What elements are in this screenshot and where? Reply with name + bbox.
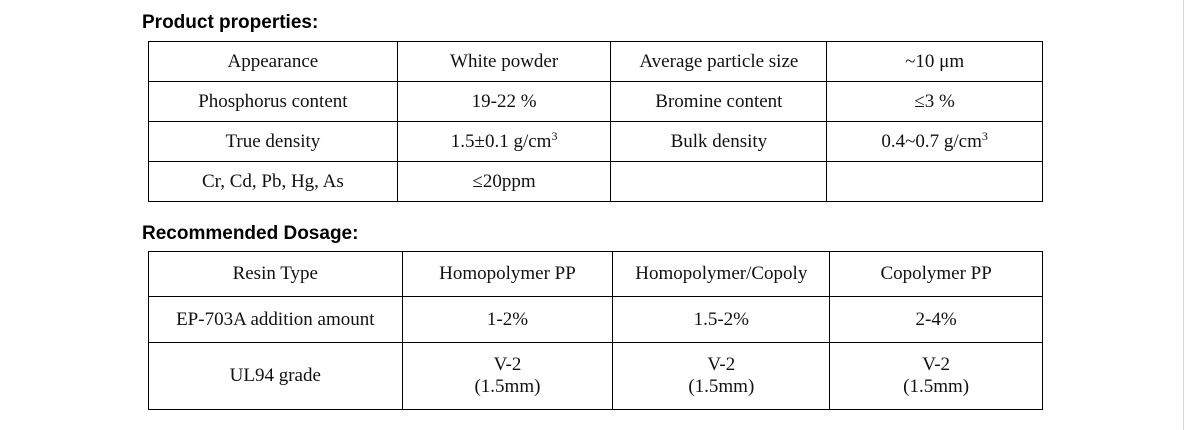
property-label: Average particle size [611,42,827,82]
empty-cell [611,162,827,202]
table-row [149,42,1043,82]
ul94-grade: V-2 [493,354,522,375]
ul94-thickness: (1.5mm) [474,376,541,397]
column-header: Copolymer PP [830,252,1043,297]
ul94-grade: V-2 [707,354,736,375]
row-label: EP-703A addition amount [149,297,403,343]
property-label: Cr, Cd, Pb, Hg, As [149,162,398,202]
table-row [149,297,1043,343]
product-properties-table [148,41,1043,202]
empty-cell [827,162,1043,202]
product-properties-heading: Product properties: [142,12,319,33]
property-value: ≤3 % [827,82,1043,122]
column-header: Homopolymer PP [402,252,613,297]
property-label: Appearance [149,42,398,82]
property-value: 19-22 % [397,82,611,122]
column-header: Homopolymer/Copoly [613,252,830,297]
dosage-value: 1.5-2% [613,297,830,343]
table-header-row [149,252,1043,297]
ul94-value [402,343,613,410]
recommended-dosage-heading: Recommended Dosage: [142,223,359,244]
property-label: Bromine content [611,82,827,122]
unit-exponent: 3 [551,128,558,143]
property-value [827,122,1043,162]
property-label: True density [149,122,398,162]
column-header: Resin Type [149,252,403,297]
dosage-value: 2-4% [830,297,1043,343]
ul94-value [830,343,1043,410]
property-value: ~10 μm [827,42,1043,82]
ul94-thickness: (1.5mm) [688,376,755,397]
table-row [149,162,1043,202]
row-label: UL94 grade [149,343,403,410]
unit-exponent: 3 [981,128,988,143]
ul94-thickness: (1.5mm) [903,376,970,397]
dosage-value: 1-2% [402,297,613,343]
table-row [149,343,1043,410]
property-label: Bulk density [611,122,827,162]
property-value [397,122,611,162]
table-row [149,122,1043,162]
table-row [149,82,1043,122]
property-label: Phosphorus content [149,82,398,122]
property-value: ≤20ppm [397,162,611,202]
bulk-density-value: 0.4~0.7 g/cm [881,130,982,152]
recommended-dosage-table [148,251,1043,410]
property-value: White powder [397,42,611,82]
ul94-grade: V-2 [922,354,951,375]
page-edge-divider [1183,0,1184,430]
ul94-value [613,343,830,410]
true-density-value: 1.5±0.1 g/cm [450,130,552,152]
